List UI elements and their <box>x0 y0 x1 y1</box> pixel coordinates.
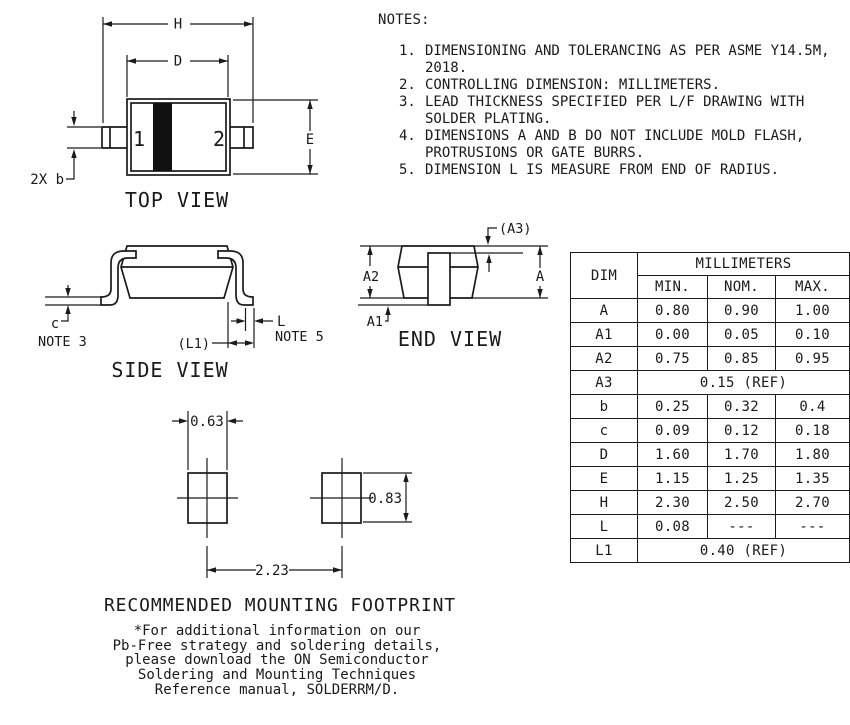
dim-label-d: D <box>173 53 183 70</box>
footprint-title: RECOMMENDED MOUNTING FOOTPRINT <box>103 595 457 616</box>
top-view-title: TOP VIEW <box>124 188 230 212</box>
notes-heading: NOTES: <box>378 12 430 28</box>
min-cell: 2.30 <box>638 491 708 515</box>
note-number: 5. <box>399 162 416 178</box>
footnote-line: please download the ON Semiconductor <box>125 652 429 669</box>
end-view-arrowheads <box>367 236 542 315</box>
top-view-dimension-lines <box>66 17 318 179</box>
dim-label-e: E <box>305 132 315 148</box>
dim-cell: b <box>571 395 638 419</box>
footnote-line: Reference manual, SOLDERRM/D. <box>154 681 400 698</box>
end-view-title: END VIEW <box>397 327 503 351</box>
min-header: MIN. <box>638 276 708 299</box>
top-view-arrowheads <box>71 21 315 174</box>
table-row <box>571 467 850 491</box>
min-cell: 0.08 <box>638 515 708 539</box>
table-row <box>571 371 850 395</box>
footnote-line: Pb-Free strategy and soldering details, <box>112 637 442 654</box>
top-view-drawing <box>30 17 318 213</box>
notes-section <box>378 13 840 179</box>
end-view-extension-lines <box>360 246 548 298</box>
dim-label-2xb: 2X b <box>30 172 64 188</box>
pin-2-label: 2 <box>213 127 226 151</box>
table-row <box>571 419 850 443</box>
dim-cell: E <box>571 467 638 491</box>
max-cell: 0.18 <box>776 419 850 443</box>
note-item <box>399 162 840 179</box>
max-cell: 0.95 <box>776 347 850 371</box>
note-number: 4. <box>399 128 416 144</box>
max-cell: --- <box>776 515 850 539</box>
note-number: 2. <box>399 77 416 93</box>
note-number: 1. <box>399 43 416 59</box>
max-cell: 2.70 <box>776 491 850 515</box>
nom-cell: 0.90 <box>708 299 776 323</box>
min-cell: 0.09 <box>638 419 708 443</box>
pad-width-value: 0.63 <box>190 414 224 430</box>
table-row <box>571 443 850 467</box>
table-row <box>571 253 850 276</box>
note-text: DIMENSION L IS MEASURE FROM END OF RADIUS. <box>425 162 780 178</box>
pad-pitch-value: 2.23 <box>255 563 289 579</box>
note-text: LEAD THICKNESS SPECIFIED PER L/F DRAWING WITH SOLDER PLATING. <box>425 94 805 127</box>
note-item <box>399 94 840 128</box>
footprint-drawing <box>104 411 456 616</box>
table-row <box>571 539 850 563</box>
nom-cell: 0.32 <box>708 395 776 419</box>
note-3-callout: NOTE 3 <box>38 334 87 350</box>
side-view-title: SIDE VIEW <box>111 358 229 382</box>
note-text: DIMENSIONS A AND B DO NOT INCLUDE MOLD FLASH, PROTRUSIONS OR GATE BURRS. <box>425 128 805 161</box>
nom-cell: 1.70 <box>708 443 776 467</box>
dim-label-l1: (L1) <box>177 336 210 352</box>
cathode-band <box>153 103 172 171</box>
units-header: MILLIMETERS <box>638 253 850 276</box>
note-item <box>399 128 840 162</box>
max-cell: 0.4 <box>776 395 850 419</box>
package-body-inner-outline <box>131 103 226 171</box>
side-view-body <box>121 246 233 298</box>
nom-cell: 0.05 <box>708 323 776 347</box>
footnote-line: Soldering and Mounting Techniques <box>137 667 417 684</box>
end-view-lead <box>428 253 450 305</box>
note-number: 3. <box>399 94 416 110</box>
dim-column-header: DIM <box>571 253 638 299</box>
dim-label-l: L <box>277 314 286 330</box>
side-view-right-lead <box>218 251 253 305</box>
dim-cell: c <box>571 419 638 443</box>
nom-cell: 1.25 <box>708 467 776 491</box>
nom-header: NOM. <box>708 276 776 299</box>
dim-label-a: A <box>535 269 545 285</box>
dim-cell: A <box>571 299 638 323</box>
note-text: CONTROLLING DIMENSION: MILLIMETERS. <box>425 77 721 93</box>
end-view-drawing <box>358 221 548 351</box>
min-cell: 0.00 <box>638 323 708 347</box>
dim-label-a2: A2 <box>362 269 380 285</box>
dim-label-h: H <box>173 16 183 33</box>
pin-1-label: 1 <box>133 127 146 151</box>
nom-cell: --- <box>708 515 776 539</box>
note-5-callout: NOTE 5 <box>275 329 324 345</box>
dim-cell: H <box>571 491 638 515</box>
min-cell: 1.60 <box>638 443 708 467</box>
table-row <box>571 491 850 515</box>
nom-cell: 2.50 <box>708 491 776 515</box>
pad-height-value: 0.83 <box>368 491 402 507</box>
dim-label-a1: A1 <box>366 314 383 330</box>
note-text: DIMENSIONING AND TOLERANCING AS PER ASME Y14.5M, 2018. <box>425 43 830 76</box>
side-view-left-lead <box>101 251 136 305</box>
note-item <box>399 43 840 77</box>
max-cell: 1.80 <box>776 443 850 467</box>
dim-cell: D <box>571 443 638 467</box>
max-cell: 1.00 <box>776 299 850 323</box>
max-cell: 0.10 <box>776 323 850 347</box>
dim-label-a3: (A3) <box>499 221 532 237</box>
dim-label-c: c <box>50 316 60 332</box>
table-row <box>571 515 850 539</box>
table-row <box>571 395 850 419</box>
min-cell: 0.75 <box>638 347 708 371</box>
min-cell: 1.15 <box>638 467 708 491</box>
pbfree-footnote <box>102 624 452 698</box>
dimensions-table <box>570 252 850 563</box>
span-cell: 0.15 (REF) <box>638 371 850 395</box>
span-cell: 0.40 (REF) <box>638 539 850 563</box>
table-row <box>571 347 850 371</box>
max-cell: 1.35 <box>776 467 850 491</box>
footprint-centerlines <box>177 458 372 578</box>
min-cell: 0.80 <box>638 299 708 323</box>
dim-cell: A1 <box>571 323 638 347</box>
nom-cell: 0.12 <box>708 419 776 443</box>
max-header: MAX. <box>776 276 850 299</box>
table-row <box>571 323 850 347</box>
dim-cell: L1 <box>571 539 638 563</box>
dim-cell: A2 <box>571 347 638 371</box>
note-item <box>399 77 840 94</box>
side-view-drawing <box>38 246 324 382</box>
table-row <box>571 299 850 323</box>
nom-cell: 0.85 <box>708 347 776 371</box>
footnote-line: *For additional information on our <box>133 623 421 639</box>
dim-cell: L <box>571 515 638 539</box>
dim-cell: A3 <box>571 371 638 395</box>
min-cell: 0.25 <box>638 395 708 419</box>
notes-list <box>399 43 840 179</box>
